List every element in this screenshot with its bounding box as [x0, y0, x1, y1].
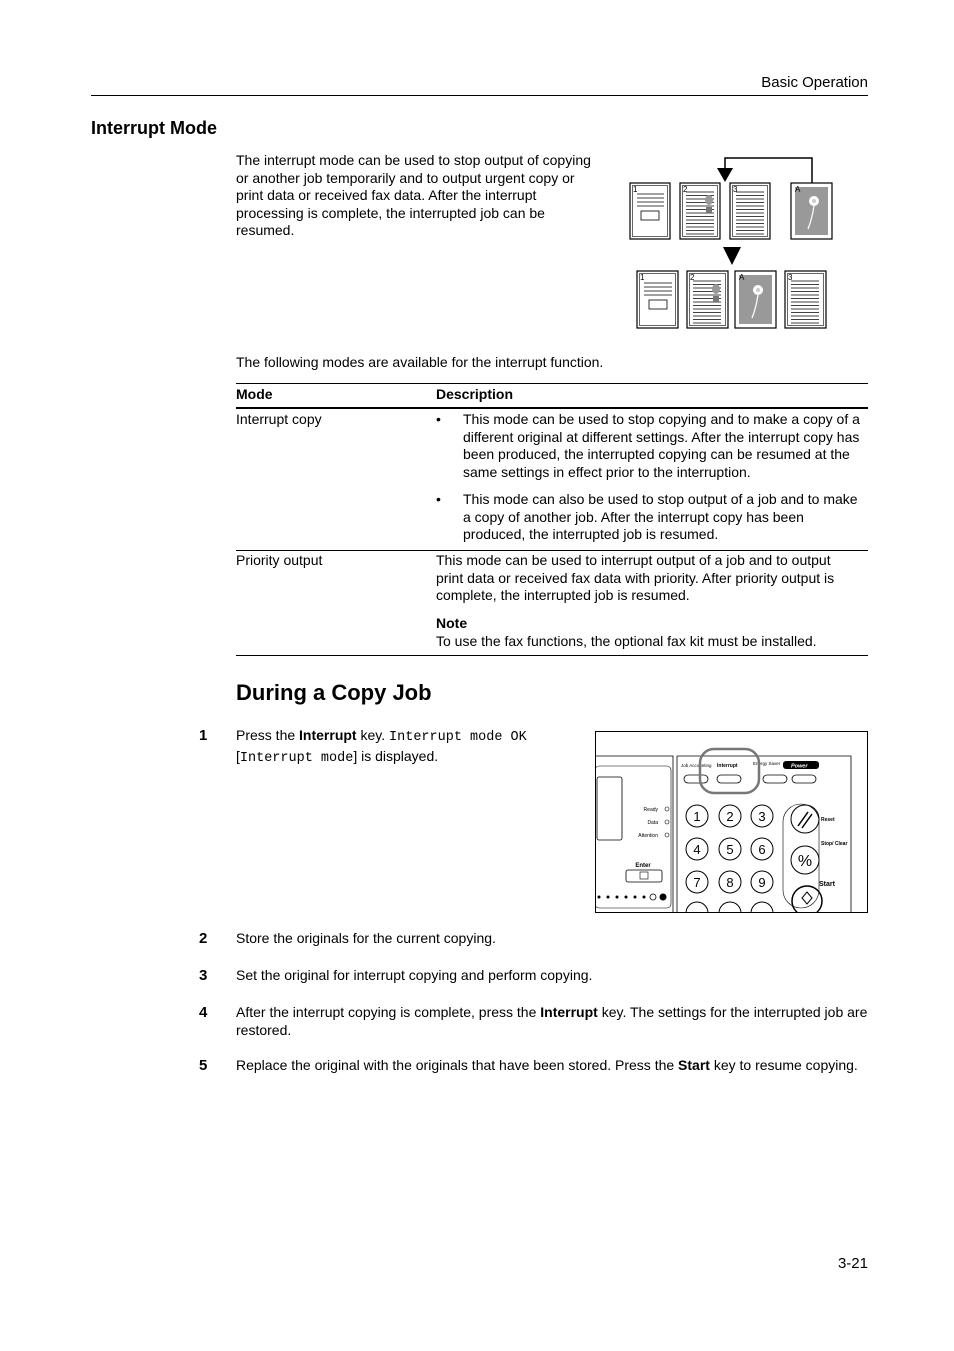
svg-text:Stop/ Clear: Stop/ Clear	[821, 841, 848, 847]
header-rule	[91, 95, 868, 96]
svg-text:8: 8	[726, 875, 734, 890]
step-5-text: Replace the original with the originals that have been stored. Press the Start key to resume copying.	[236, 1057, 858, 1073]
svg-text:Power: Power	[791, 763, 808, 770]
interrupt-copy-bullet-2: This mode can also be used to stop output of a job and to make a copy of another job. After the interrupt copy has been produced, the interrupted job is resumed.	[463, 491, 858, 543]
mode-interrupt-copy: Interrupt copy	[236, 411, 322, 427]
bullet-dot: •	[436, 411, 441, 427]
step-4-text: After the interrupt copying is complete, press the Interrupt key. The settings for the interrupted job are restored.	[236, 1004, 868, 1038]
note-text: To use the fax functions, the optional fax kit must be installed.	[436, 633, 817, 649]
svg-text:Job Accounting: Job Accounting	[681, 763, 712, 768]
interrupt-flow-diagram	[626, 152, 838, 334]
svg-text:Attention: Attention	[638, 833, 658, 839]
svg-text:Interrupt: Interrupt	[717, 763, 738, 769]
svg-text:1: 1	[640, 273, 645, 282]
step-1-text: Press the Interrupt key. Interrupt mode OK [Interrupt mode] is displayed.	[236, 727, 527, 766]
step-3-text: Set the original for interrupt copying and perform copying.	[236, 967, 593, 983]
svg-text:6: 6	[758, 842, 766, 857]
section-title: Interrupt Mode	[91, 118, 217, 138]
svg-text:%: %	[797, 853, 813, 870]
table-row-rule	[236, 550, 868, 551]
subsection-title: During a Copy Job	[236, 680, 432, 705]
table-header-mode: Mode	[236, 386, 273, 402]
running-header: Basic Operation	[761, 74, 868, 91]
step-number: 4	[199, 1004, 208, 1021]
intro-paragraph: The interrupt mode can be used to stop output of copying or another job temporarily and to output urgent copy or print data or received fax data. After the interrupt processing is complete, the interrupted job can be resumed.	[236, 152, 591, 239]
note-title: Note	[436, 615, 468, 631]
bullet-dot: •	[436, 491, 441, 507]
svg-text:1: 1	[693, 809, 701, 824]
svg-text:Enter: Enter	[635, 863, 651, 869]
svg-text:9: 9	[758, 875, 766, 890]
table-header-rule	[236, 407, 868, 409]
control-panel-illustration	[595, 731, 868, 913]
table-header-description: Description	[436, 386, 514, 402]
page-number: 3-21	[837, 1255, 868, 1272]
table-top-rule	[236, 383, 868, 384]
svg-text:2: 2	[690, 273, 695, 282]
step-number: 1	[199, 727, 208, 744]
svg-text:Reset: Reset	[821, 817, 835, 823]
svg-text:3: 3	[788, 273, 793, 282]
svg-text:5: 5	[726, 842, 734, 857]
table-bottom-rule	[236, 655, 868, 656]
svg-text:Start: Start	[819, 881, 835, 888]
step-2-text: Store the originals for the current copying.	[236, 930, 496, 946]
modes-intro: The following modes are available for the interrupt function.	[236, 354, 604, 370]
priority-output-description: This mode can be used to interrupt output of a job and to output print data or received fax data with priority. After priority output is complete, the interrupted job is resumed.	[436, 552, 835, 604]
svg-text:3: 3	[758, 809, 766, 824]
mode-priority-output: Priority output	[236, 552, 323, 568]
svg-text:Data: Data	[647, 820, 658, 826]
svg-text:Ready: Ready	[643, 807, 658, 813]
svg-text:4: 4	[693, 842, 701, 857]
svg-text:A: A	[739, 273, 745, 282]
svg-text:2: 2	[726, 809, 734, 824]
svg-text:1: 1	[633, 185, 638, 194]
step-number: 2	[199, 930, 208, 947]
interrupt-copy-bullet-1: This mode can be used to stop copying and to make a copy of a different original at different settings. After the interrupt copy has been produced, the interrupted copying can be resumed at the same settings in effect prior to the interruption.	[463, 411, 860, 480]
svg-text:A: A	[795, 185, 801, 194]
step-number: 3	[199, 967, 208, 984]
svg-text:2: 2	[683, 185, 688, 194]
svg-text:3: 3	[733, 185, 738, 194]
step-number: 5	[199, 1057, 208, 1074]
svg-text:7: 7	[693, 875, 701, 890]
svg-text:Energy Saver: Energy Saver	[753, 761, 781, 766]
